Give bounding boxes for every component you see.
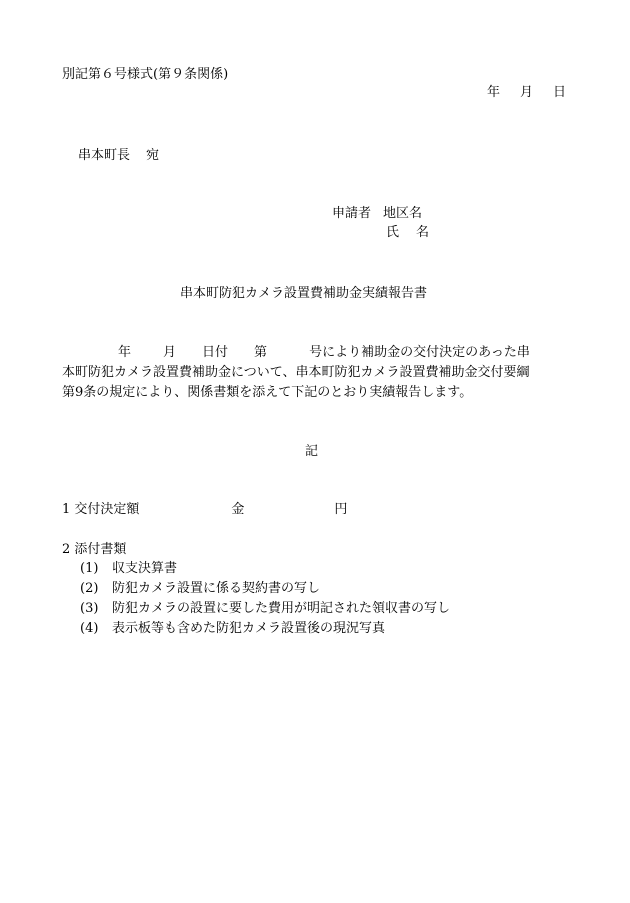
body-month: 月 <box>163 345 177 360</box>
applicant-district-label: 地区名 <box>383 206 423 221</box>
attachment-text: 防犯カメラ設置に係る契約書の写し <box>112 581 321 596</box>
applicant-name-label-2: 名 <box>416 225 430 240</box>
item1-yen: 円 <box>334 502 348 517</box>
attachment-item <box>80 582 320 595</box>
addressee-name: 串本町長 <box>78 148 131 163</box>
item1-label: 1 交付決定額 <box>62 502 140 517</box>
ki-heading: 記 <box>305 444 319 459</box>
item-attachments-label: 2 添付書類 <box>62 542 127 557</box>
attachment-number: (2) <box>80 581 99 596</box>
body-line-3: 第9条の規定により、関係書類を添えて下記のとおり実績報告します。 <box>62 385 473 400</box>
attachment-number: (1) <box>80 561 99 576</box>
addressee-suffix: 宛 <box>146 148 160 163</box>
body-dai: 第 <box>254 345 268 360</box>
date-line <box>487 86 566 99</box>
addressee <box>78 149 159 162</box>
attachment-item <box>80 602 450 615</box>
body-paragraph <box>62 343 580 403</box>
item-grant-amount <box>62 503 347 516</box>
attachment-text: 防犯カメラの設置に要した費用が明記された領収書の写し <box>112 601 451 616</box>
date-month: 月 <box>519 85 533 100</box>
body-line-1-rest: 号により補助金の交付決定のあった串 <box>309 345 530 360</box>
attachment-text: 収支決算書 <box>112 561 178 576</box>
item1-kin: 金 <box>231 502 245 517</box>
document-title: 串本町防犯カメラ設置費補助金実績報告書 <box>180 286 428 301</box>
attachment-number: (4) <box>80 621 99 636</box>
attachment-text: 表示板等も含めた防犯カメラ設置後の現況写真 <box>112 621 386 636</box>
applicant-district-row <box>332 207 422 220</box>
attachment-number: (3) <box>80 601 99 616</box>
attachment-item <box>80 562 177 575</box>
applicant-name-label-1: 氏 <box>386 225 400 240</box>
body-line-1 <box>62 343 580 363</box>
applicant-label: 申請者 <box>332 206 372 221</box>
body-date-suffix: 日付 <box>202 345 229 360</box>
applicant-name-row <box>386 226 429 239</box>
attachment-item <box>80 622 385 635</box>
date-year: 年 <box>486 85 500 100</box>
body-year: 年 <box>118 345 132 360</box>
form-label: 別記第６号様式(第９条関係) <box>62 67 229 82</box>
body-line-2: 本町防犯カメラ設置費補助金について、串本町防犯カメラ設置費補助金交付要綱 <box>62 365 530 380</box>
date-day: 日 <box>552 85 566 100</box>
